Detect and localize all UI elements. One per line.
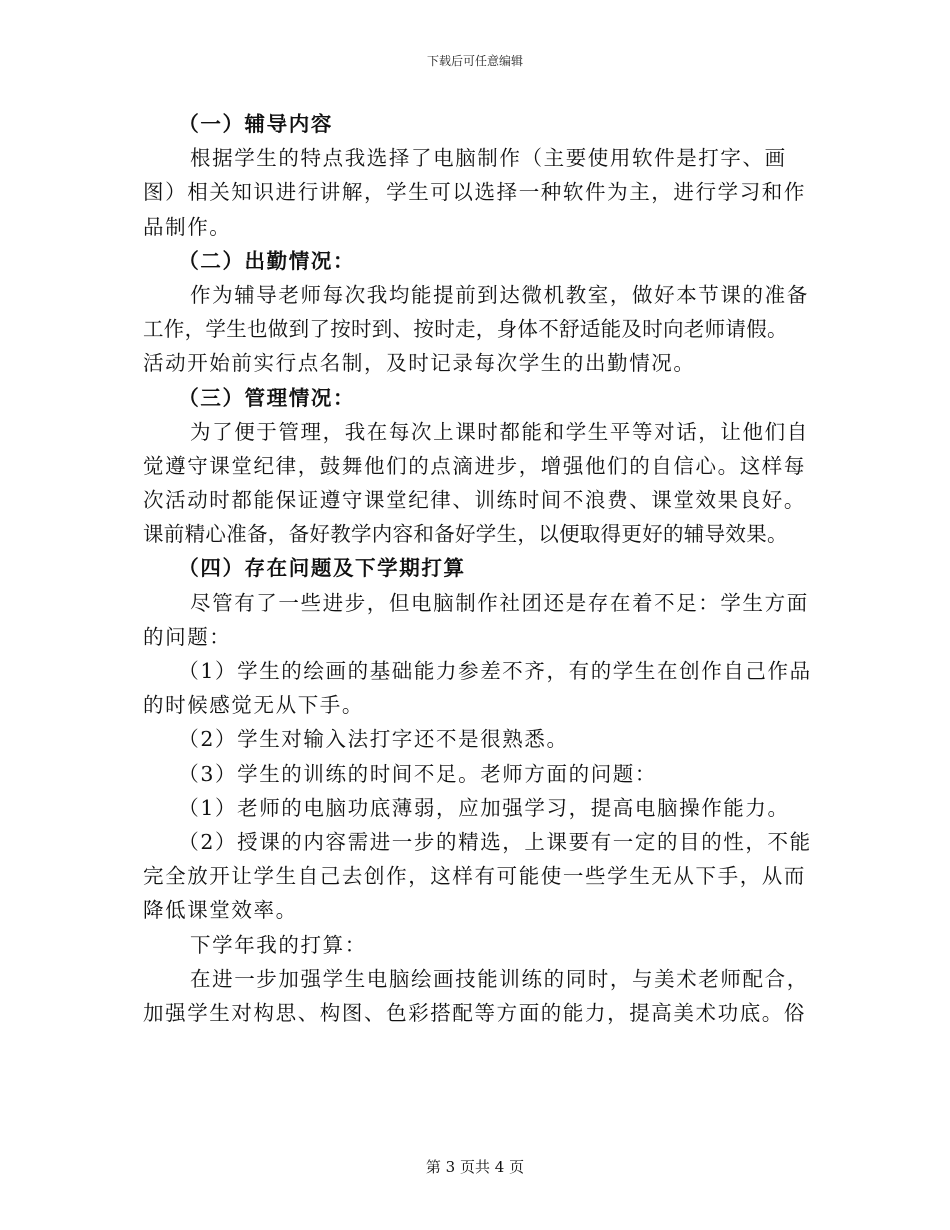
section-heading: （一）辅导内容 bbox=[178, 112, 333, 136]
section-heading: （二）出勤情况： bbox=[178, 248, 356, 273]
body-text-line: 完全放开让学生自己去创作，这样有可能使一些学生无从下手，从而 bbox=[143, 864, 806, 889]
body-text-line: 下学年我的打算： bbox=[190, 932, 367, 957]
body-text-line: （3）学生的训练的时间不足。老师方面的问题： bbox=[178, 761, 657, 786]
body-text-line: 降低课堂效率。 bbox=[143, 898, 298, 923]
page-header: 下载后可任意编辑 bbox=[426, 54, 523, 68]
body-text-line: 的问题： bbox=[143, 624, 232, 649]
body-text-line: （2）学生对输入法打字还不是很熟悉。 bbox=[178, 727, 569, 752]
body-text-line: 作为辅导老师每次我均能提前到达微机教室，做好本节课的准备 bbox=[190, 282, 809, 307]
body-text-line: 图）相关知识进行讲解，学生可以选择一种软件为主，进行学习和作 bbox=[143, 180, 806, 205]
body-text-line: （2）授课的内容需进一步的精选，上课要有一定的目的性，不能 bbox=[178, 829, 812, 854]
section-heading: （三）管理情况： bbox=[178, 385, 356, 410]
document-body bbox=[143, 110, 813, 1033]
body-text-line: 为了便于管理，我在每次上课时都能和学生平等对话，让他们自 bbox=[190, 419, 809, 444]
body-text-line: 次活动时都能保证遵守课堂纪律、训练时间不浪费、课堂效果良好。 bbox=[143, 488, 806, 513]
body-text-line: （1）老师的电脑功底薄弱，应加强学习，提高电脑操作能力。 bbox=[178, 795, 790, 820]
body-text-line: 课前精心准备，备好教学内容和备好学生，以便取得更好的辅导效果。 bbox=[143, 522, 788, 547]
body-text-line: （1）学生的绘画的基础能力参差不齐，有的学生在创作自己作品 bbox=[178, 659, 812, 683]
body-text-line: 的时候感觉无从下手。 bbox=[143, 693, 364, 718]
body-text-line: 活动开始前实行点名制，及时记录每次学生的出勤情况。 bbox=[143, 351, 696, 376]
body-text-line: 在进一步加强学生电脑绘画技能训练的同时，与美术老师配合， bbox=[190, 966, 809, 991]
body-text-line: 工作，学生也做到了按时到、按时走，身体不舒适能及时向老师请假。 bbox=[143, 317, 788, 342]
body-text-line: 加强学生对构思、构图、色彩搭配等方面的能力，提高美术功底。俗 bbox=[143, 1000, 806, 1025]
body-text-line: 尽管有了一些进步，但电脑制作社团还是存在着不足：学生方面 bbox=[190, 590, 809, 615]
body-text-line: 根据学生的特点我选择了电脑制作（主要使用软件是打字、画 bbox=[190, 146, 787, 171]
body-text-line: 品制作。 bbox=[143, 214, 232, 239]
section-heading: （四）存在问题及下学期打算 bbox=[178, 556, 466, 581]
page-number-footer: 第 3 页共 4 页 bbox=[425, 1158, 525, 1176]
body-text-line: 觉遵守课堂纪律，鼓舞他们的点滴进步，增强他们的自信心。这样每 bbox=[143, 453, 806, 478]
